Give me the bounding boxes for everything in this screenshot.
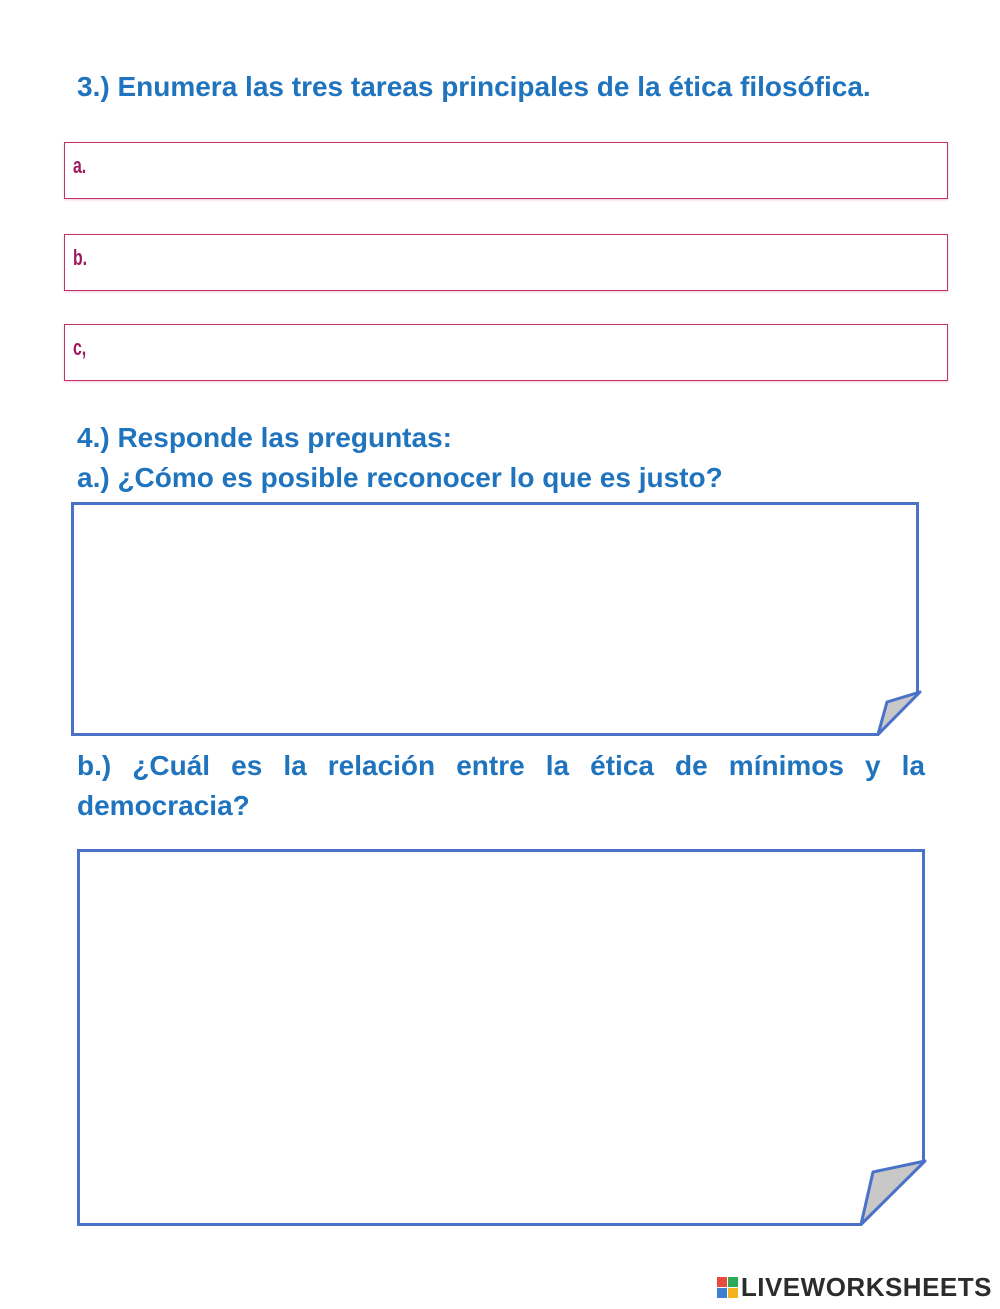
answer-line-label-b: b. <box>73 245 88 270</box>
question-4a-text: a.) ¿Cómo es posible reconocer lo que es justo? <box>77 462 723 493</box>
answer-line-label-c: c, <box>73 335 87 360</box>
liveworksheets-brand <box>717 1271 992 1303</box>
answer-box-4b[interactable] <box>77 849 930 1226</box>
question-4-title: 4.) Responde las preguntas: <box>77 422 452 453</box>
answer-input-b[interactable] <box>105 243 939 282</box>
question-4b-text: b.) ¿Cuál es la relación entre la ética de mínimos y la democracia? <box>77 750 925 821</box>
question-3-title: 3.) Enumera las tres tareas principales de la ética filosófica. <box>77 71 871 102</box>
liveworksheets-logo-icon <box>717 1277 738 1298</box>
liveworksheets-wordmark: LIVEWORKSHEETS <box>740 1271 992 1302</box>
answer-line-label-a: a. <box>73 153 87 178</box>
answer-input-4a[interactable] <box>81 512 905 691</box>
answer-line-c[interactable] <box>64 324 948 381</box>
answer-input-c[interactable] <box>105 333 939 372</box>
answer-input-a[interactable] <box>105 151 939 190</box>
answer-line-a[interactable] <box>64 142 948 199</box>
answer-input-4b[interactable] <box>87 859 916 1163</box>
answer-line-b[interactable] <box>64 234 948 291</box>
answer-box-4a[interactable] <box>71 502 923 736</box>
